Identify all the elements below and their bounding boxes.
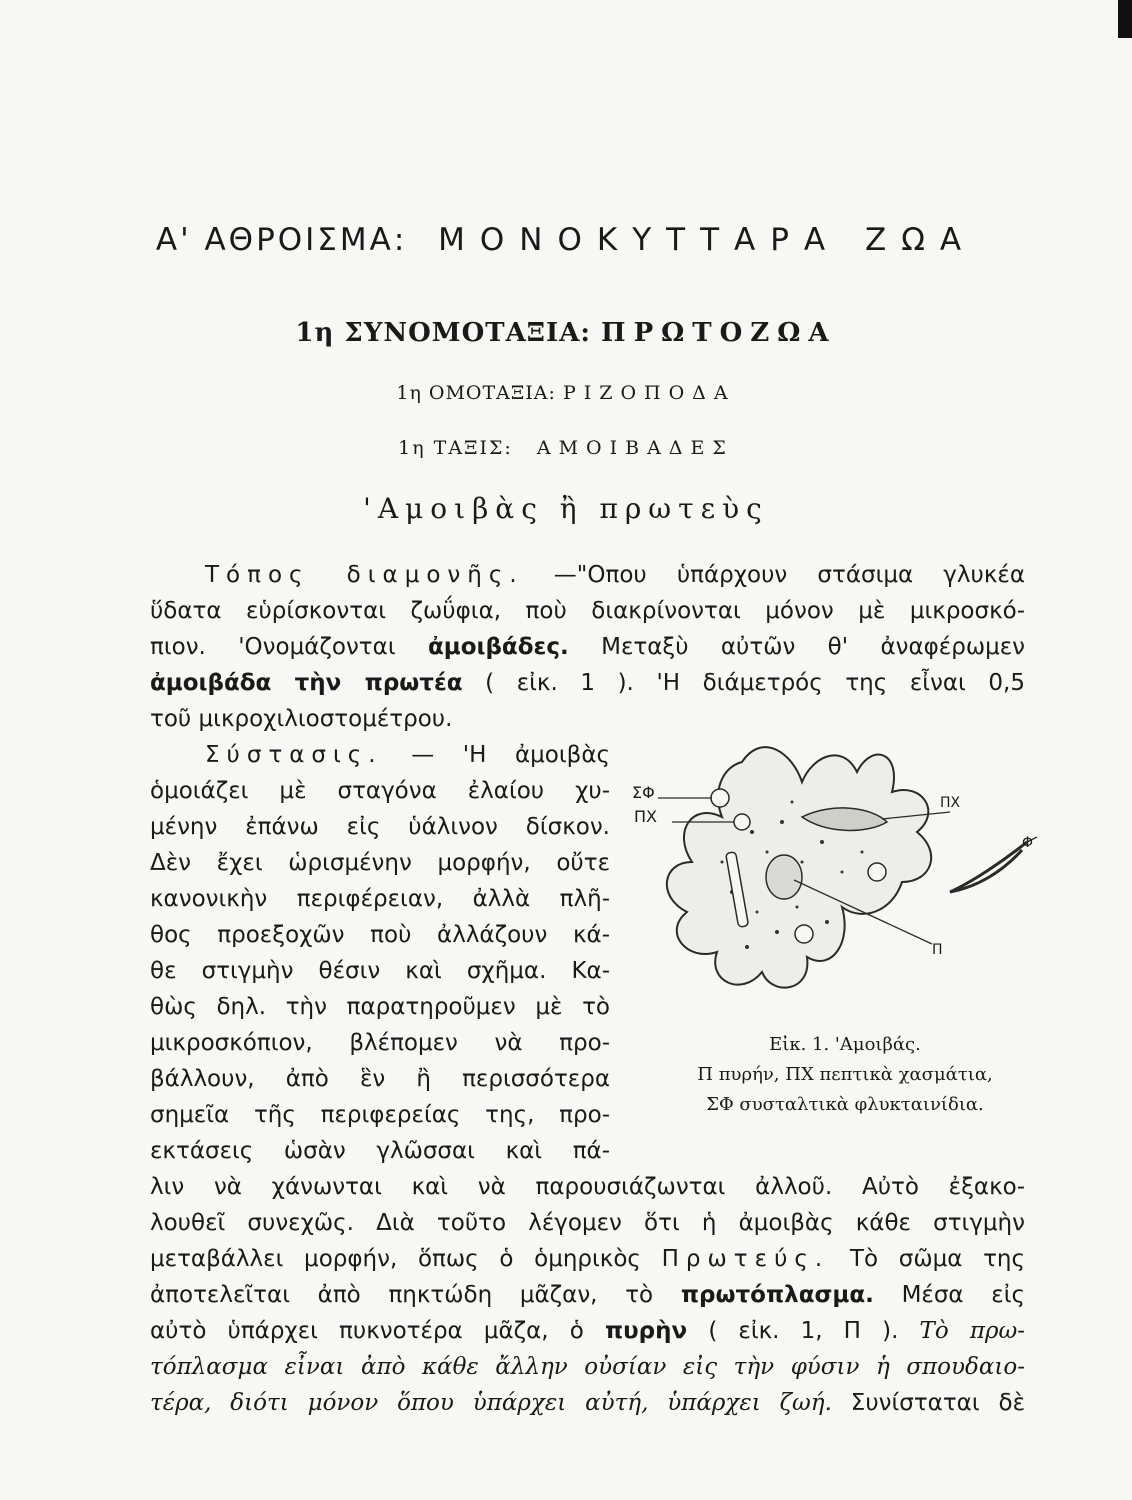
text-line: μένην ἐπάνω εἰς ὑάλινον δίσκον.: [150, 814, 610, 840]
text-line: ἀποτελεῖται ἀπὸ πηκτώδη μᾶζαν, τὸ πρωτόπλασμα. Μέσα εἰς: [150, 1282, 1025, 1308]
proteus-name: Πρωτεύς.: [661, 1246, 830, 1272]
text-line: βάλλουν, ἀπὸ ἓν ἢ περισσότερα: [150, 1066, 610, 1092]
label-px-left: ΠΧ: [634, 807, 657, 826]
label-p: Π: [932, 942, 943, 958]
composition-heading: Σύστασις.: [205, 742, 383, 768]
label-sf: ΣΦ: [632, 783, 655, 802]
subphylum-title: ΠΡΩΤΟΖΩΑ: [601, 318, 837, 348]
text-line: ἀμοιβάδα τὴν πρωτέα ( εἰκ. 1 ). 'Η διάμετρός της εἶναι 0,5: [150, 670, 1025, 696]
figure-caption-title: Εἰκ. 1. 'Αμοιβάς.: [769, 1034, 921, 1055]
text-line: ὁμοιάζει μὲ σταγόνα ἐλαίου χυ-: [150, 778, 610, 804]
text-line: λουθεῖ συνεχῶς. Διὰ τοῦτο λέγομεν ὅτι ἡ ἀμοιβὰς κάθε στιγμὴν: [150, 1210, 1025, 1236]
flagellate-organism: [950, 842, 1027, 892]
label-px-right: ΠΧ: [940, 795, 961, 811]
text-line: θε στιγμὴν θέσιν καὶ σχῆμα. Κα-: [150, 958, 610, 984]
text-line: τοῦ μικροχιλιοστομέτρου.: [150, 706, 453, 732]
text-line: αὐτὸ ὑπάρχει πυκνοτέρα μᾶζα, ὁ πυρὴν ( εἰκ. 1, Π ). Τὸ πρω-: [150, 1318, 1025, 1344]
text-line: Δὲν ἔχει ὡρισμένην μορφήν, οὔτε: [150, 850, 610, 876]
food-vacuole: [795, 925, 813, 943]
term-amoebae: ἀμοιβάδες.: [427, 634, 569, 660]
phylum-prefix: Α' ΑΘΡΟΙΣΜΑ:: [155, 222, 408, 258]
text-line: πιον. 'Ονομάζονται ἀμοιβάδες. Μεταξὺ αὐτῶν θ' ἀναφέρωμεν: [150, 634, 1025, 660]
text-line: Σύστασις. — 'Η ἀμοιβὰς: [205, 742, 610, 768]
label-phi: Φ: [1022, 835, 1034, 851]
text-line: κανονικὴν περιφέρειαν, ἀλλὰ πλῆ-: [150, 886, 610, 912]
term-amoeba-proteus: ἀμοιβάδα τὴν πρωτέα: [150, 670, 463, 696]
class-heading: [0, 382, 1132, 404]
subphylum-prefix: 1η ΣΥΝΟΜΟΤΑΞΙΑ:: [295, 318, 591, 348]
nucleus: [766, 855, 802, 899]
text-line: σημεῖα τῆς περιφερείας της, προ-: [150, 1102, 610, 1128]
text-line: θὼς δηλ. τὴν παρατηροῦμεν μὲ τὸ: [150, 994, 610, 1020]
text-line: τέρα, διότι μόνον ὅπου ὑπάρχει αὐτή, ὑπάρχει ζωή. Συνίσταται δὲ: [150, 1390, 1026, 1416]
term-protoplasm: πρωτόπλασμα.: [680, 1282, 874, 1308]
text-line: ὕδατα εὑρίσκονται ζωΰφια, ποὺ διακρίνονται μόνον μὲ μικροσκό-: [150, 598, 1025, 624]
figure-caption-line: Π πυρήν, ΠΧ πεπτικὰ χασμάτια,: [697, 1064, 993, 1085]
text-line: εκτάσεις ὡσὰν γλῶσσαι καὶ πά-: [150, 1138, 610, 1164]
section-title: 'Αμοιβὰς ἢ πρωτεὺς: [363, 492, 769, 525]
food-vacuole: [868, 863, 886, 881]
text-line: Τόπος διαμονῆς. —"Οπου ὑπάρχουν στάσιμα γλυκέα: [205, 562, 1025, 588]
text-line: μεταβάλλει μορφήν, ὅπως ὁ ὁμηρικὸς Πρωτεύς. Τὸ σῶμα της: [150, 1246, 1026, 1272]
order-prefix: 1η ΤΑΞΙΣ:: [398, 437, 513, 459]
text-line: τόπλασμα εἶναι ἀπὸ κάθε ἄλλην οὐσίαν εἰς τὴν φύσιν ἡ σπουδαιο-: [150, 1354, 1025, 1380]
subphylum-heading: [0, 318, 1132, 348]
text-line: λιν νὰ χάνωνται καὶ νὰ παρουσιάζωνται ἀλλοῦ. Αὐτὸ ἐξακο-: [150, 1174, 1025, 1200]
contractile-vacuole: [711, 789, 729, 807]
phylum-title: ΜΟΝΟΚΥΤΤΑΡΑ ΖΩΑ: [438, 222, 977, 258]
term-nucleus: πυρὴν: [604, 1318, 688, 1344]
text-line: θος προεξοχῶν ποὺ ἀλλάζουν κά-: [150, 922, 610, 948]
text-line: μικροσκόπιον, βλέπομεν νὰ προ-: [150, 1030, 610, 1056]
food-vacuole: [734, 814, 750, 830]
class-title: ΡΙΖΟΠΟΔΑ: [562, 382, 736, 404]
order-title: ΑΜΟΙΒΑΔΕΣ: [536, 437, 734, 459]
order-heading: [0, 437, 1132, 459]
amoeba-illustration: [632, 722, 1052, 1042]
phylum-heading: [0, 222, 1132, 258]
class-prefix: 1η ΟΜΟΤΑΞΙΑ:: [396, 382, 556, 404]
habitat-heading: Τόπος διαμονῆς.: [205, 562, 524, 588]
scan-edge-mark: [1118, 0, 1132, 38]
figure-caption-line: ΣΦ συσταλτικὰ φλυκταινίδια.: [706, 1094, 984, 1115]
